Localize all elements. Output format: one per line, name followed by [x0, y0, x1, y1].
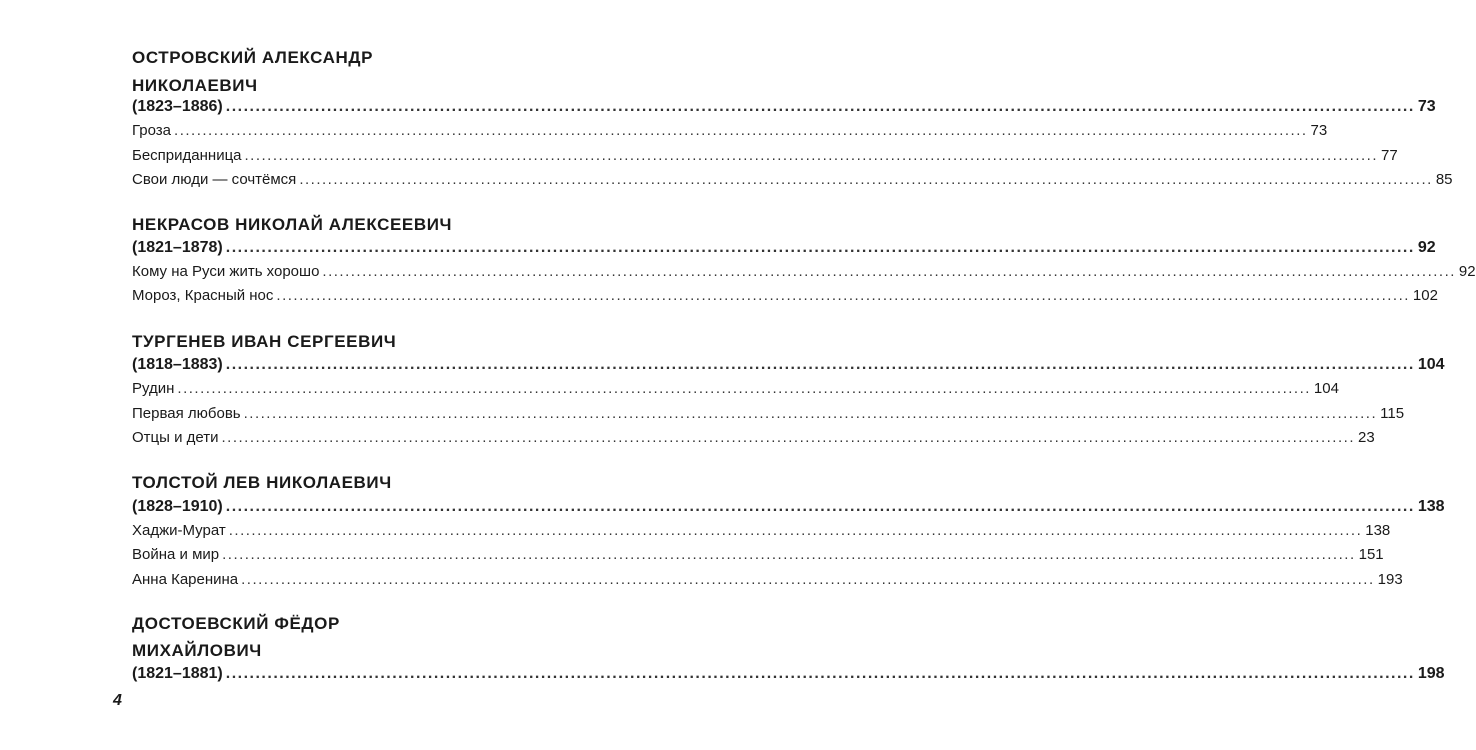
page-number: 104 — [1313, 380, 1339, 397]
leader-dots: ........................................................................................................................................................................................................ — [228, 522, 1363, 539]
work-entry[interactable] — [132, 121, 1328, 141]
author-name: ОСТРОВСКИЙ АЛЕКСАНДР — [132, 48, 374, 67]
leader-dots: ........................................................................................................................................................................................................ — [222, 546, 1356, 563]
leader-dots: ........................................................................................................................................................................................................ — [241, 571, 1375, 588]
work-entry[interactable] — [132, 521, 1391, 541]
page-number: 23 — [1357, 429, 1375, 446]
leader-dots: ........................................................................................................................................................................................................ — [225, 239, 1415, 256]
author-years: (1821–1881) — [132, 665, 223, 682]
work-title: Гроза — [132, 122, 172, 139]
leader-dots: ........................................................................................................................................................................................................ — [299, 171, 1433, 188]
author-years: (1823–1886) — [132, 98, 223, 115]
page-number: 138 — [1365, 522, 1391, 539]
page-number: 92 — [1458, 263, 1476, 280]
work-entry[interactable] — [132, 170, 1453, 190]
leader-dots: ........................................................................................................................................................................................................ — [174, 122, 1308, 139]
leader-dots: ........................................................................................................................................................................................................ — [225, 98, 1415, 115]
work-entry[interactable] — [132, 545, 1384, 565]
work-title: Свои люди — сочтёмся — [132, 171, 297, 188]
page-number: 115 — [1380, 405, 1405, 422]
page-number: 73 — [1417, 98, 1436, 115]
work-entry[interactable] — [132, 286, 1438, 306]
leader-dots: ........................................................................................................................................................................................................ — [225, 498, 1415, 515]
page-number: 92 — [1417, 239, 1436, 256]
author-name: ТОЛСТОЙ ЛЕВ НИКОЛАЕВИЧ — [132, 473, 392, 492]
author-years: (1821–1878) — [132, 239, 223, 256]
author-name: ТУРГЕНЕВ ИВАН СЕРГЕЕВИЧ — [132, 332, 397, 351]
author-entry[interactable] — [132, 355, 1445, 375]
page-number: 73 — [1310, 122, 1328, 139]
work-title: Первая любовь — [132, 405, 241, 422]
page-number: 138 — [1417, 498, 1445, 515]
work-title: Отцы и дети — [132, 429, 219, 446]
work-entry[interactable] — [132, 379, 1339, 399]
leader-dots: ........................................................................................................................................................................................................ — [225, 665, 1415, 682]
work-title: Кому на Руси жить хорошо — [132, 263, 320, 280]
work-title: Мороз, Красный нос — [132, 287, 274, 304]
page-number: 85 — [1435, 171, 1453, 188]
work-entry[interactable] — [132, 404, 1405, 424]
page-number: 104 — [1417, 356, 1445, 373]
leader-dots: ........................................................................................................................................................................................................ — [225, 356, 1415, 373]
author-name-cont: НИКОЛАЕВИЧ — [132, 76, 258, 95]
leader-dots: ........................................................................................................................................................................................................ — [244, 147, 1379, 164]
page-number: 198 — [1417, 665, 1445, 682]
page-number: 151 — [1358, 546, 1384, 563]
author-entry[interactable] — [132, 238, 1436, 258]
author-entry[interactable] — [132, 97, 1436, 117]
work-entry[interactable] — [132, 146, 1398, 166]
author-entry[interactable] — [132, 497, 1445, 517]
work-title: Хаджи-Мурат — [132, 522, 226, 539]
work-entry[interactable] — [132, 262, 1476, 282]
author-years: (1818–1883) — [132, 356, 223, 373]
author-years: (1828–1910) — [132, 498, 223, 515]
leader-dots: ........................................................................................................................................................................................................ — [243, 405, 1378, 422]
folio-page-number: 4 — [113, 692, 122, 709]
leader-dots: ........................................................................................................................................................................................................ — [177, 380, 1311, 397]
work-title: Анна Каренина — [132, 571, 239, 588]
author-name: НЕКРАСОВ НИКОЛАЙ АЛЕКСЕЕВИЧ — [132, 215, 453, 234]
leader-dots: ........................................................................................................................................................................................................ — [221, 429, 1355, 446]
author-entry[interactable] — [132, 664, 1445, 684]
work-title: Рудин — [132, 380, 175, 397]
page-number: 77 — [1381, 147, 1398, 164]
work-entry[interactable] — [132, 570, 1403, 590]
author-name: ДОСТОЕВСКИЙ ФЁДОР — [132, 614, 340, 633]
page-number: 193 — [1377, 571, 1403, 588]
page-number: 102 — [1412, 287, 1438, 304]
work-title: Война и мир — [132, 546, 220, 563]
work-entry[interactable] — [132, 428, 1375, 448]
leader-dots: ........................................................................................................................................................................................................ — [322, 263, 1456, 280]
author-name-cont: МИХАЙЛОВИЧ — [132, 641, 262, 660]
leader-dots: ........................................................................................................................................................................................................ — [276, 287, 1410, 304]
work-title: Бесприданница — [132, 147, 242, 164]
